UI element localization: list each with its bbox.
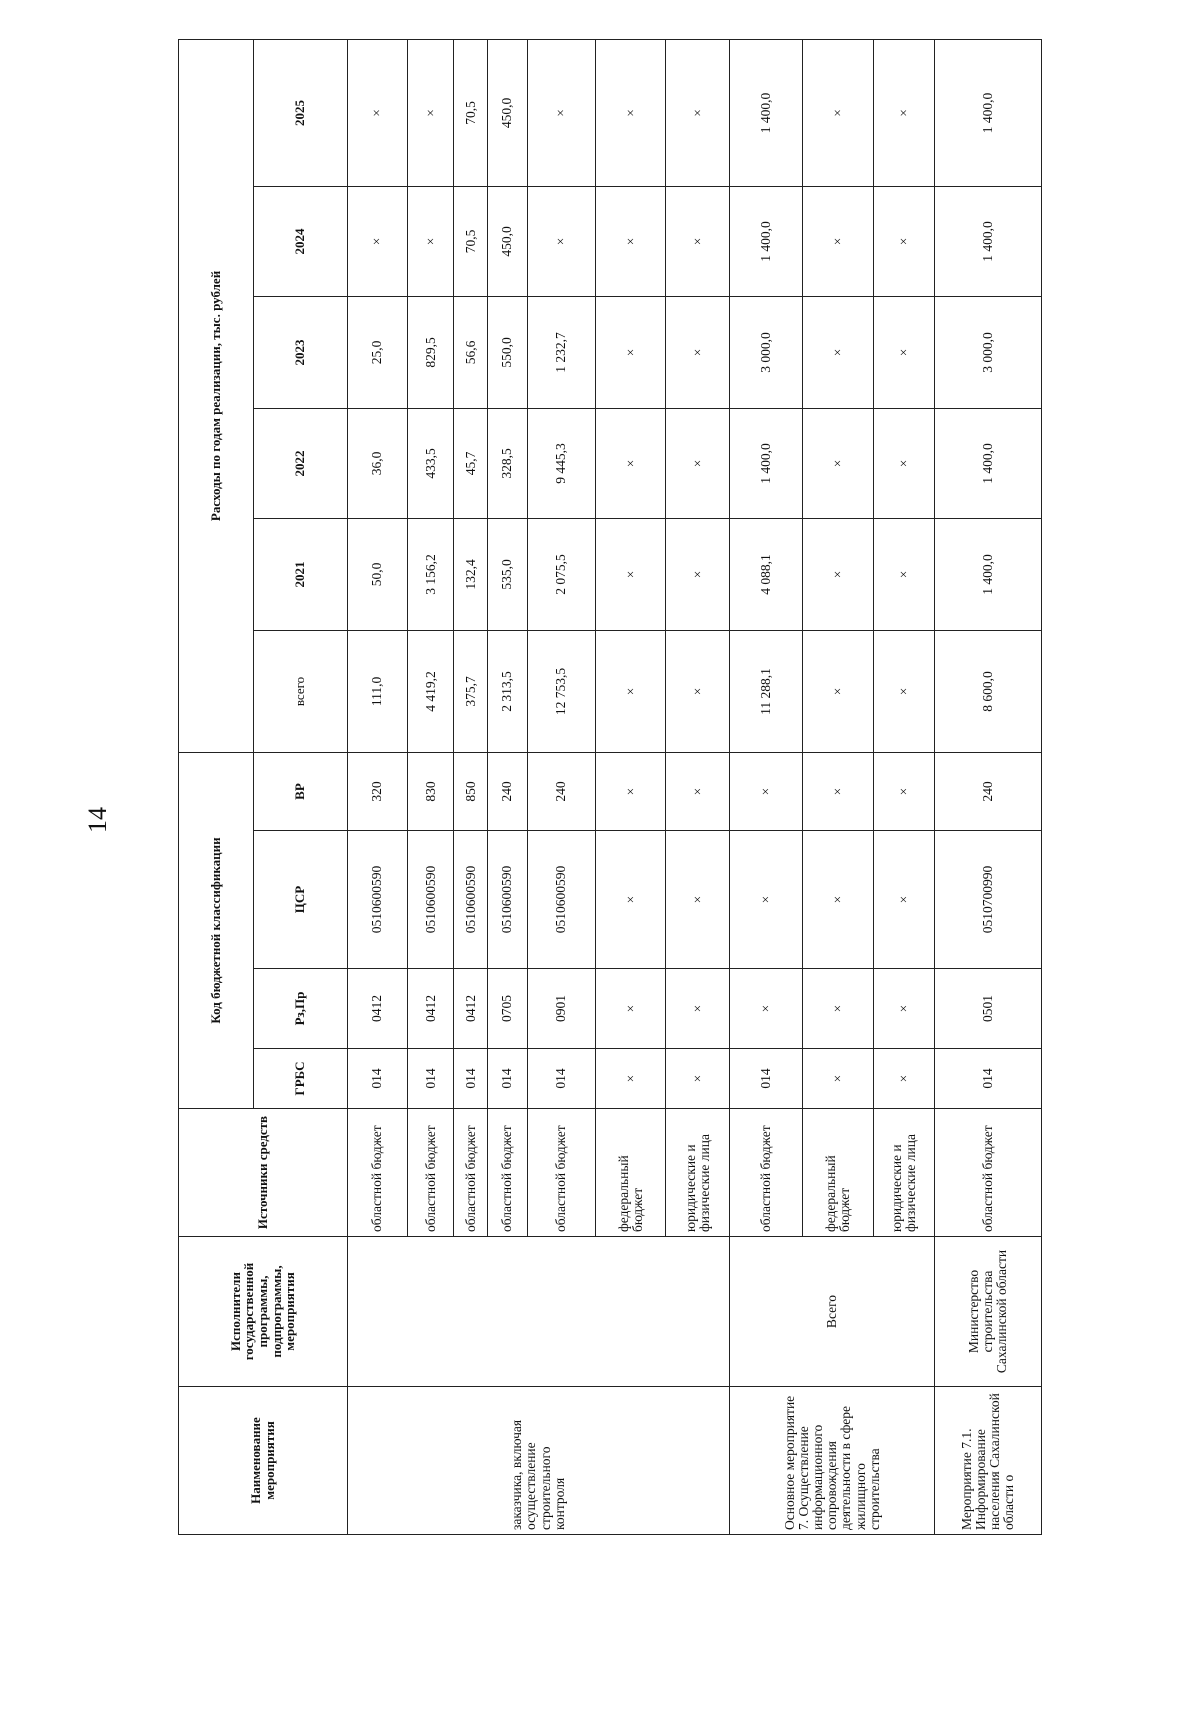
source-cell: юридические и физические лица [666,1109,730,1237]
total-cell: × [803,630,874,752]
rzpr-cell: 0705 [488,969,527,1049]
source-cell: областной бюджет [730,1109,803,1237]
year-2023-cell: × [803,296,874,408]
year-2024-cell: 450,0 [488,186,527,296]
total-cell: 8 600,0 [935,630,1042,752]
total-cell: × [666,630,730,752]
total-cell: 111,0 [347,630,408,752]
year-2025-cell: 70,5 [454,39,488,186]
header-rzpr: Рз,Пр [253,969,347,1049]
source-cell: юридические и физические лица [874,1109,935,1237]
csr-cell: 0510600590 [527,831,595,969]
year-2025-cell: 1 400,0 [730,39,803,186]
year-2022-cell: × [666,408,730,518]
vr-cell: 240 [935,752,1042,830]
rzpr-cell: × [730,969,803,1049]
total-cell: × [874,630,935,752]
year-2025-cell: × [527,39,595,186]
group-construction-control [347,39,730,1534]
grbs-cell: 014 [935,1049,1042,1109]
year-2025-cell: 1 400,0 [935,39,1042,186]
header-executors: Исполнители государственной программы, подпрограммы, мероприятия [179,1237,348,1387]
source-cell: областной бюджет [408,1109,454,1237]
year-2021-cell: × [666,518,730,630]
year-2021-cell: 50,0 [347,518,408,630]
table-row [347,39,408,1534]
year-2022-cell: 9 445,3 [527,408,595,518]
vr-cell: 830 [408,752,454,830]
year-2021-cell: 4 088,1 [730,518,803,630]
table-row [730,39,803,1534]
header-name: Наименование мероприятия [179,1387,348,1535]
grbs-cell: 014 [408,1049,454,1109]
year-2022-cell: 433,5 [408,408,454,518]
group-name-cell: заказчика, включая осуществление строительного контроля [347,1387,730,1535]
header-expenses-group: Расходы по годам реализации, тыс. рублей [179,39,254,752]
vr-cell: × [666,752,730,830]
rotated-table-container [178,40,1042,1535]
csr-cell: × [803,831,874,969]
group-name-cell: Основное мероприятие 7. Осуществление информационного сопровождения деятельности в сфере жилищного строительства [730,1387,935,1535]
group-measure-7-1 [935,39,1042,1534]
year-2023-cell: 829,5 [408,296,454,408]
group-executor-cell: Всего [730,1237,935,1387]
year-2024-cell: × [666,186,730,296]
year-2021-cell: 535,0 [488,518,527,630]
year-2023-cell: 550,0 [488,296,527,408]
total-cell: 375,7 [454,630,488,752]
header-sources: Источники средств [179,1109,348,1237]
year-2022-cell: 1 400,0 [730,408,803,518]
source-cell: областной бюджет [454,1109,488,1237]
total-cell: 11 288,1 [730,630,803,752]
year-2024-cell: × [874,186,935,296]
vr-cell: 850 [454,752,488,830]
year-2024-cell: 1 400,0 [935,186,1042,296]
csr-cell: 0510600590 [454,831,488,969]
grbs-cell: × [666,1049,730,1109]
group-main-measure-7 [730,39,935,1534]
group-executor-cell [347,1237,730,1387]
vr-cell: 240 [488,752,527,830]
vr-cell: 320 [347,752,408,830]
year-2023-cell: 3 000,0 [730,296,803,408]
group-name-cell: Мероприятие 7.1. Информирование населения Сахалинской области о [935,1387,1042,1535]
rzpr-cell: 0412 [347,969,408,1049]
grbs-cell: × [803,1049,874,1109]
page-number: 14 [83,807,112,833]
total-cell: 4 419,2 [408,630,454,752]
year-2021-cell: × [874,518,935,630]
source-cell: областной бюджет [347,1109,408,1237]
grbs-cell: 014 [527,1049,595,1109]
year-2025-cell: × [408,39,454,186]
year-2023-cell: × [874,296,935,408]
csr-cell: 0510600590 [488,831,527,969]
year-2021-cell: × [803,518,874,630]
header-csr: ЦСР [253,831,347,969]
csr-cell: × [874,831,935,969]
rzpr-cell: × [666,969,730,1049]
vr-cell: × [730,752,803,830]
table-row [935,39,1042,1534]
year-2025-cell: 450,0 [488,39,527,186]
csr-cell: 0510600590 [408,831,454,969]
year-2024-cell: 1 400,0 [730,186,803,296]
year-2024-cell: × [347,186,408,296]
csr-cell: 0510700990 [935,831,1042,969]
year-2022-cell: × [803,408,874,518]
source-cell: областной бюджет [488,1109,527,1237]
year-2025-cell: × [666,39,730,186]
year-2021-cell: × [596,518,666,630]
vr-cell: × [874,752,935,830]
year-2025-cell: × [347,39,408,186]
csr-cell: × [596,831,666,969]
header-code-group: Код бюджетной классификации [179,752,254,1108]
total-cell: 12 753,5 [527,630,595,752]
rzpr-cell: × [874,969,935,1049]
year-2022-cell: 45,7 [454,408,488,518]
grbs-cell: 014 [347,1049,408,1109]
header-2023: 2023 [253,296,347,408]
year-2025-cell: × [803,39,874,186]
year-2025-cell: × [874,39,935,186]
year-2023-cell: × [666,296,730,408]
header-2024: 2024 [253,186,347,296]
vr-cell: × [803,752,874,830]
header-grbs: ГРБС [253,1049,347,1109]
rzpr-cell: 0901 [527,969,595,1049]
vr-cell: × [596,752,666,830]
year-2022-cell: 1 400,0 [935,408,1042,518]
header-2025: 2025 [253,39,347,186]
vr-cell: 240 [527,752,595,830]
rzpr-cell: × [803,969,874,1049]
header-total: всего [253,630,347,752]
csr-cell: × [666,831,730,969]
year-2021-cell: 132,4 [454,518,488,630]
rzpr-cell: 0412 [408,969,454,1049]
grbs-cell: × [596,1049,666,1109]
source-cell: федеральный бюджет [803,1109,874,1237]
header-2022: 2022 [253,408,347,518]
year-2021-cell: 1 400,0 [935,518,1042,630]
year-2023-cell: × [596,296,666,408]
year-2025-cell: × [596,39,666,186]
budget-table [178,39,1042,1535]
year-2024-cell: × [596,186,666,296]
year-2022-cell: × [874,408,935,518]
year-2023-cell: 25,0 [347,296,408,408]
year-2022-cell: 328,5 [488,408,527,518]
source-cell: федеральный бюджет [596,1109,666,1237]
year-2023-cell: 3 000,0 [935,296,1042,408]
csr-cell: × [730,831,803,969]
year-2024-cell: 70,5 [454,186,488,296]
group-executor-cell: Министерство строительства Сахалинской области [935,1237,1042,1387]
rzpr-cell: 0412 [454,969,488,1049]
total-cell: 2 313,5 [488,630,527,752]
rzpr-cell: 0501 [935,969,1042,1049]
header-row-1 [179,39,254,1534]
year-2024-cell: × [527,186,595,296]
year-2023-cell: 56,6 [454,296,488,408]
csr-cell: 0510600590 [347,831,408,969]
year-2021-cell: 2 075,5 [527,518,595,630]
year-2024-cell: × [408,186,454,296]
year-2022-cell: 36,0 [347,408,408,518]
grbs-cell: 014 [488,1049,527,1109]
grbs-cell: 014 [454,1049,488,1109]
source-cell: областной бюджет [527,1109,595,1237]
source-cell: областной бюджет [935,1109,1042,1237]
header-2021: 2021 [253,518,347,630]
year-2024-cell: × [803,186,874,296]
year-2023-cell: 1 232,7 [527,296,595,408]
year-2022-cell: × [596,408,666,518]
total-cell: × [596,630,666,752]
header-vr: ВР [253,752,347,830]
grbs-cell: 014 [730,1049,803,1109]
rzpr-cell: × [596,969,666,1049]
grbs-cell: × [874,1049,935,1109]
year-2021-cell: 3 156,2 [408,518,454,630]
